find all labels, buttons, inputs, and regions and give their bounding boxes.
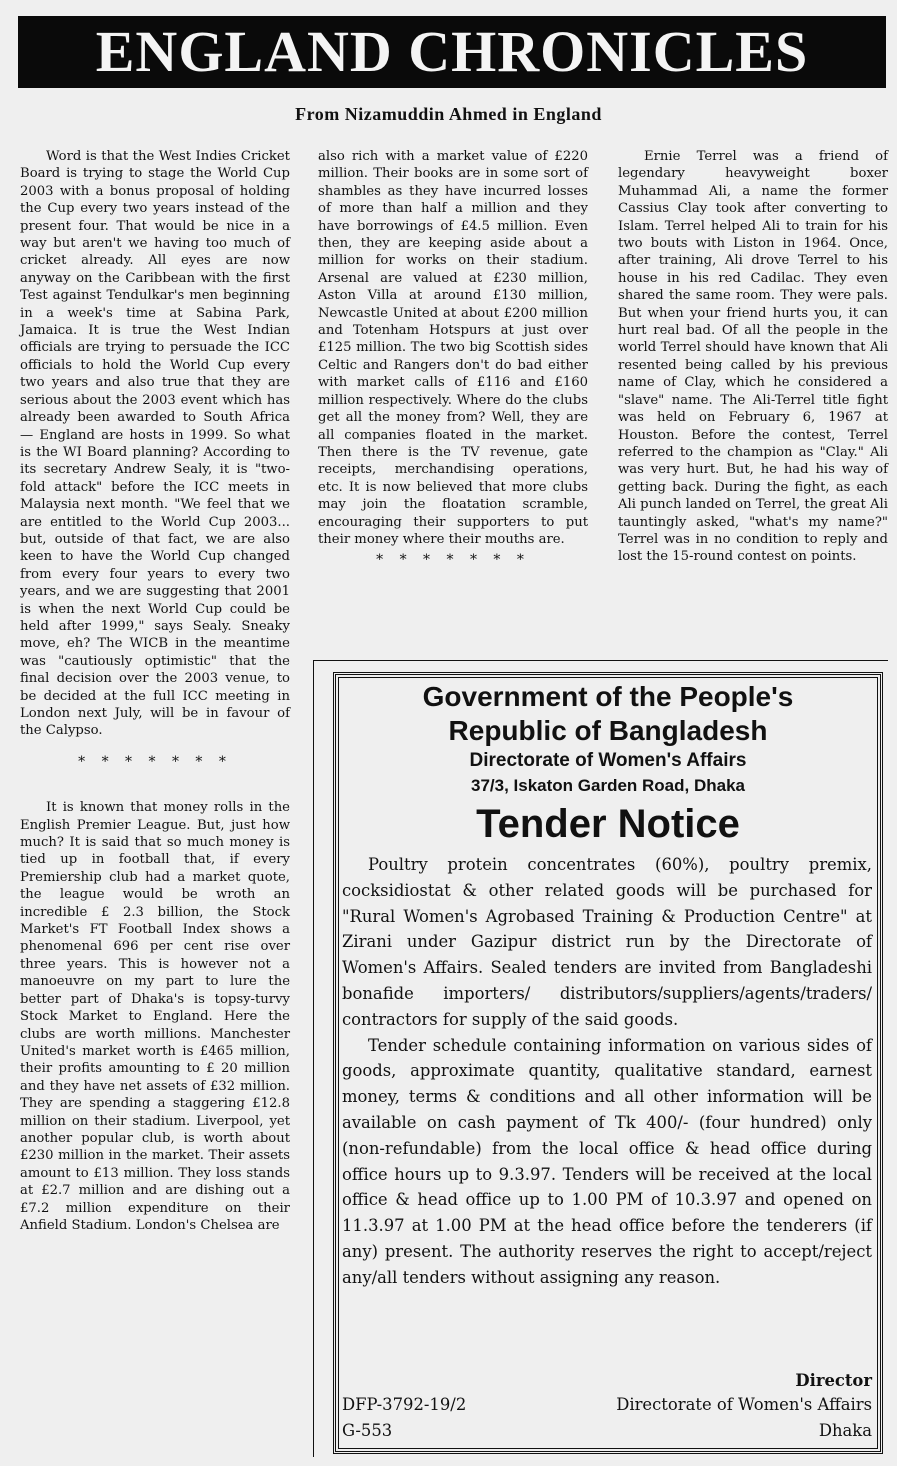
masthead-banner xyxy=(18,16,886,88)
section-separator-2: * * * * * * * xyxy=(376,552,530,569)
advert-organisation: Directorate of Women's Affairs xyxy=(616,1395,872,1414)
column-2 xyxy=(318,148,588,570)
article-paragraph-cricket: Word is that the West Indies Cricket Board is trying to stage the World Cup 2003 with a bonus proposal of holding the Cup every two years instead of the present four. That would be nice in a way but aren't we having too much of cricket already. All eyes are now anyway on the Caribbean with the first Test against Tendulkar's men beginning in a week's time at Sabina Park, Jamaica. It is true the West Indian officials are trying to persuade the ICC officials to hold the World Cup every two years and also true that they are serious about the 2003 event which has already been awarded to South Africa — England are hosts in 1999. So what is the WI Board planning? According to its secretary Andrew Sealy, it is "two-fold attack" before the ICC meets in Malaysia next month. "We feel that we are entitled to the World Cup 2003... but, outside of that fact, we are also keen to have the World Cup changed from every four years to every two years, and we are suggesting that 2001 is when the next World Cup could be held after 1999," says Sealy. Sneaky move, eh? The WICB in the meantime was "cautiously optimistic" that the final decision over the 2003 venue, to be decided at the full ICC meeting in London next July, will be in favour of the Calypso. xyxy=(20,149,290,739)
advert-govt-line: Government of the People's xyxy=(422,681,794,712)
advert-city: Dhaka xyxy=(818,1421,872,1440)
section-separator: * * * * * * * xyxy=(78,753,232,770)
advert-address: 37/3, Iskaton Garden Road, Dhaka xyxy=(471,776,745,795)
advert-title: Tender Notice xyxy=(476,802,740,846)
advert-republic-line: Republic of Bangladesh xyxy=(448,715,768,746)
advert-footer-row-1 xyxy=(342,1392,872,1417)
advert-ref-code: G-553 xyxy=(342,1421,393,1440)
byline: From Nizamuddin Ahmed in England xyxy=(295,104,602,124)
masthead-title: ENGLAND CHRONICLES xyxy=(95,19,809,84)
advert-ref-number: DFP-3792-19/2 xyxy=(342,1395,467,1414)
advert-signer: Director xyxy=(795,1371,872,1390)
advert-body-paragraph-2: Tender schedule containing information on various sides of goods, approximate quantity, qualitative standard, earnest money, terms & conditions and all other information will be available on cash payment of Tk 400/- (four hundred) only (non-refundable) from the local office & head office during office hours up to 9.3.97. Tenders will be received at the local office & head office up to 1.00 PM of 10.3.97 and opened on 11.3.97 at 1.00 PM at the head office before the tenderers (if any) present. The authority reserves the right to accept/reject any/all tenders without assigning any reason. xyxy=(342,1035,872,1287)
article-paragraph-football-cont: also rich with a market value of £220 million. Their books are in some sort of shambles as they have incurred losses of more than half a million and they have borrowings of £4.5 million. Even then, they are keeping aside about a million for works on their stadium. Arsenal are valued at £230 million, Aston Villa at around £130 million, Newcastle United at about £200 million and Totenham Hotspurs at just over £125 million. The two big Scottish sides Celtic and Rangers don't do bad either with market calls of £116 and £160 million respectively. Where do the clubs get all the money from? Well, they are all companies floated in the market. Then there is the TV revenue, gate receipts, merchandising operations, etc. It is now believed that more clubs may join the floatation scramble, encouraging their supporters to put their money where their mouths are. xyxy=(318,149,588,547)
article-paragraph-football: It is known that money rolls in the English Premier League. But, just how much? It is said that so much money is tied up in football that, if every Premiership club had a market quote, the league would be wroth an incredible £ 2.3 billion, the Stock Market's FT Football Index shows a phenomenal 696 per cent rise over three years. This is however not a manoeuvre on my part to lure the better part of Dhaka's is topsy-turvy Stock Market to England. Here the clubs are worth millions. Manchester United's market worth is £465 million, their profits amounting to £ 20 million and they have net assets of £32 million. They are spending a staggering £12.8 million on their stadium. Liverpool, yet another popular club, is worth about £230 million in the market. Their assets amount to £13 million. They loss stands at £2.7 million and are dishing out a £7.2 million expenditure on their Anfield Stadium. London's Chelsea are xyxy=(20,800,290,1233)
advert-body-paragraph-1: Poultry protein concentrates (60%), poultry premix, cocksidiostat & other related goods will be purchased for "Rural Women's Agrobased Training & Production Centre" at Zirani under Gazipur district run by the Directorate of Women's Affairs. Sealed tenders are invited from Bangladeshi bonafide importers/ distributors/suppliers/agents/traders/ contractors for supply of the said goods. xyxy=(342,855,872,1029)
advert-directorate: Directorate of Women's Affairs xyxy=(469,750,747,771)
column-3 xyxy=(618,148,888,566)
article-paragraph-boxing: Ernie Terrel was a friend of legendary heavyweight boxer Muhammad Ali, a name the former Cassius Clay took after converting to Islam. Terrel helped Ali to train for his two bouts with Liston in 1964. Once, after training, Ali drove Terrel to his house in his red Cadilac. They even shared the same room. They were pals. But when your friend hurts you, it can hurt real bad. Of all the people in the world Terrel should have known that Ali resented being called by his previous name of Clay, which he considered a "slave" name. The Ali-Terrel title fight was held on February 6, 1967 at Houston. Before the contest, Terrel referred to the champion as "Clay." Ali was very hurt. But, he had his way of getting back. During the fight, as each Ali punch landed on Terrel, the great Ali tauntingly asked, "what's my name?" Terrel was in no condition to reply and lost the 15-round contest on points. xyxy=(618,149,888,565)
column-1 xyxy=(20,148,290,1234)
advert-footer-row-2 xyxy=(342,1418,872,1443)
advert-heading-line1 xyxy=(333,680,883,748)
advert-body xyxy=(342,852,872,1291)
